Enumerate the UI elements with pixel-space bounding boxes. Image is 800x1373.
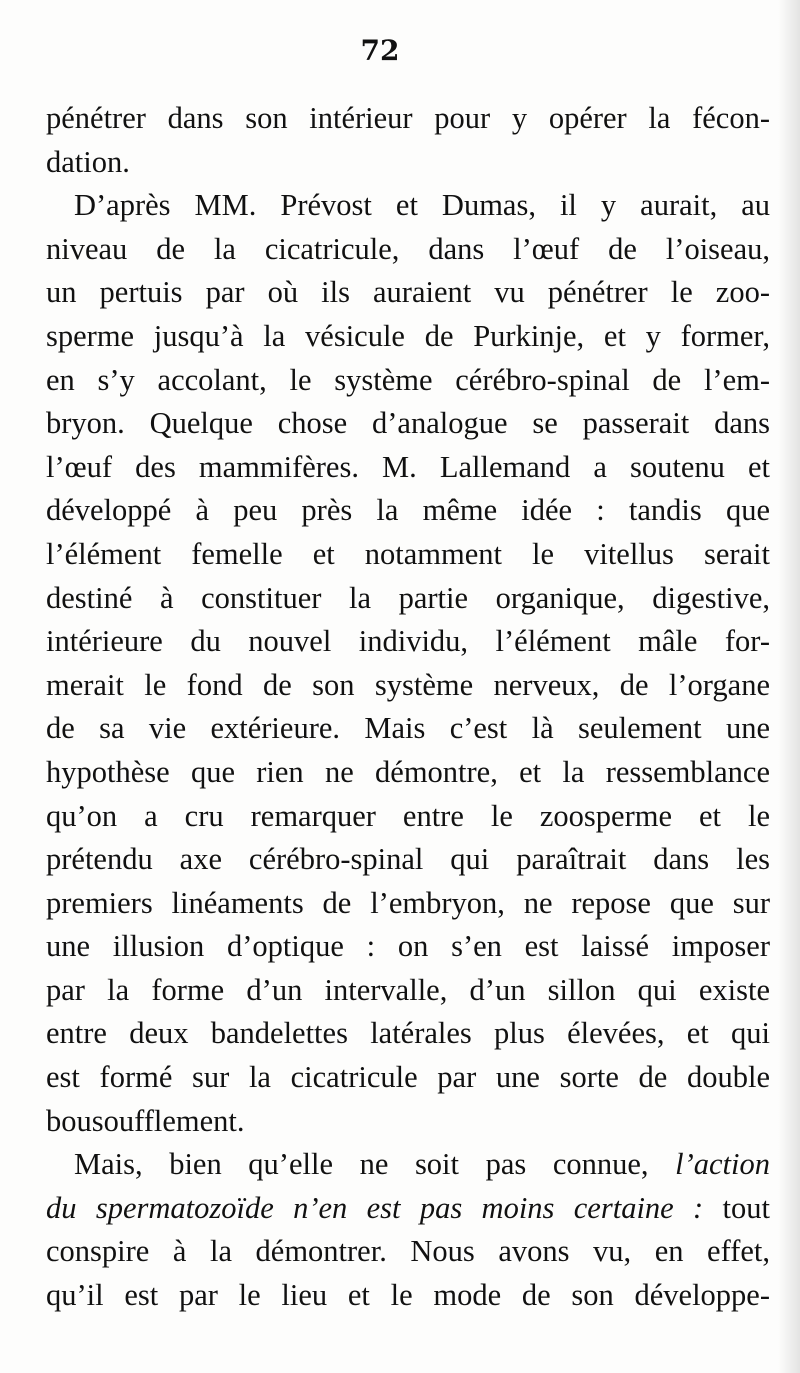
- final-paragraph-start: Mais, bien qu’elle ne soit pas connue,: [74, 1147, 649, 1182]
- text-line: dation.: [46, 144, 130, 179]
- text-line: développé à peu près la même idée : tandis que: [46, 493, 770, 528]
- final-paragraph-italic-1: l’action: [675, 1147, 771, 1182]
- text-lines: [46, 97, 770, 1143]
- text-line: l’œuf des mammifères. M. Lallemand a soutenu et: [46, 449, 770, 484]
- text-line: pénétrer dans son intérieur pour y opérer la fécon-: [46, 101, 770, 135]
- text-line: est formé sur la cicatricule par une sorte de double: [46, 1060, 770, 1095]
- page-edge-shadow: [778, 0, 800, 1373]
- text-line: D’après MM. Prévost et Dumas, il y aurait, au: [74, 188, 770, 223]
- text-line: entre deux bandelettes latérales plus élevées, et qui: [46, 1016, 770, 1051]
- final-paragraph-line2-end: tout: [722, 1190, 770, 1225]
- text-line: conspire à la démontrer. Nous avons vu, en effet,: [46, 1234, 770, 1269]
- page-number: 72: [360, 34, 400, 67]
- text-line: l’élément femelle et notamment le vitellus serait: [46, 536, 770, 571]
- text-line: par la forme d’un intervalle, d’un sillon qui existe: [46, 972, 770, 1007]
- text-line: un pertuis par où ils auraient vu pénétrer le zoo-: [46, 275, 770, 310]
- text-line: merait le fond de son système nerveux, de l’organe: [46, 667, 770, 702]
- text-line: de sa vie extérieure. Mais c’est là seulement une: [46, 711, 770, 746]
- text-line: niveau de la cicatricule, dans l’œuf de l’oiseau,: [46, 231, 770, 266]
- text-line: qu’on a cru remarquer entre le zoosperme et le: [46, 798, 770, 833]
- text-line: en s’y accolant, le système cérébro-spinal de l’em-: [46, 362, 770, 397]
- text-line: bousoufflement.: [46, 1103, 245, 1138]
- text-line: [46, 1187, 770, 1231]
- body-text: [46, 97, 770, 1318]
- text-line: intérieure du nouvel individu, l’élément mâle for-: [46, 624, 770, 659]
- text-line: hypothèse que rien ne démontre, et la ressemblance: [46, 754, 770, 789]
- text-line: bryon. Quelque chose d’analogue se passerait dans: [46, 406, 770, 441]
- final-paragraph-italic-2: du spermatozoïde n’en est pas moins certaine :: [46, 1190, 704, 1225]
- text-line: destiné à constituer la partie organique, digestive,: [46, 580, 770, 615]
- text-line: prétendu axe cérébro-spinal qui paraîtrait dans les: [46, 842, 770, 877]
- text-line: premiers linéaments de l’embryon, ne repose que sur: [46, 885, 770, 920]
- text-line: qu’il est par le lieu et le mode de son développe-: [46, 1278, 770, 1313]
- text-line: une illusion d’optique : on s’en est laissé imposer: [46, 929, 770, 964]
- text-line: sperme jusqu’à la vésicule de Purkinje, et y former,: [46, 318, 770, 353]
- text-line: [46, 1143, 770, 1187]
